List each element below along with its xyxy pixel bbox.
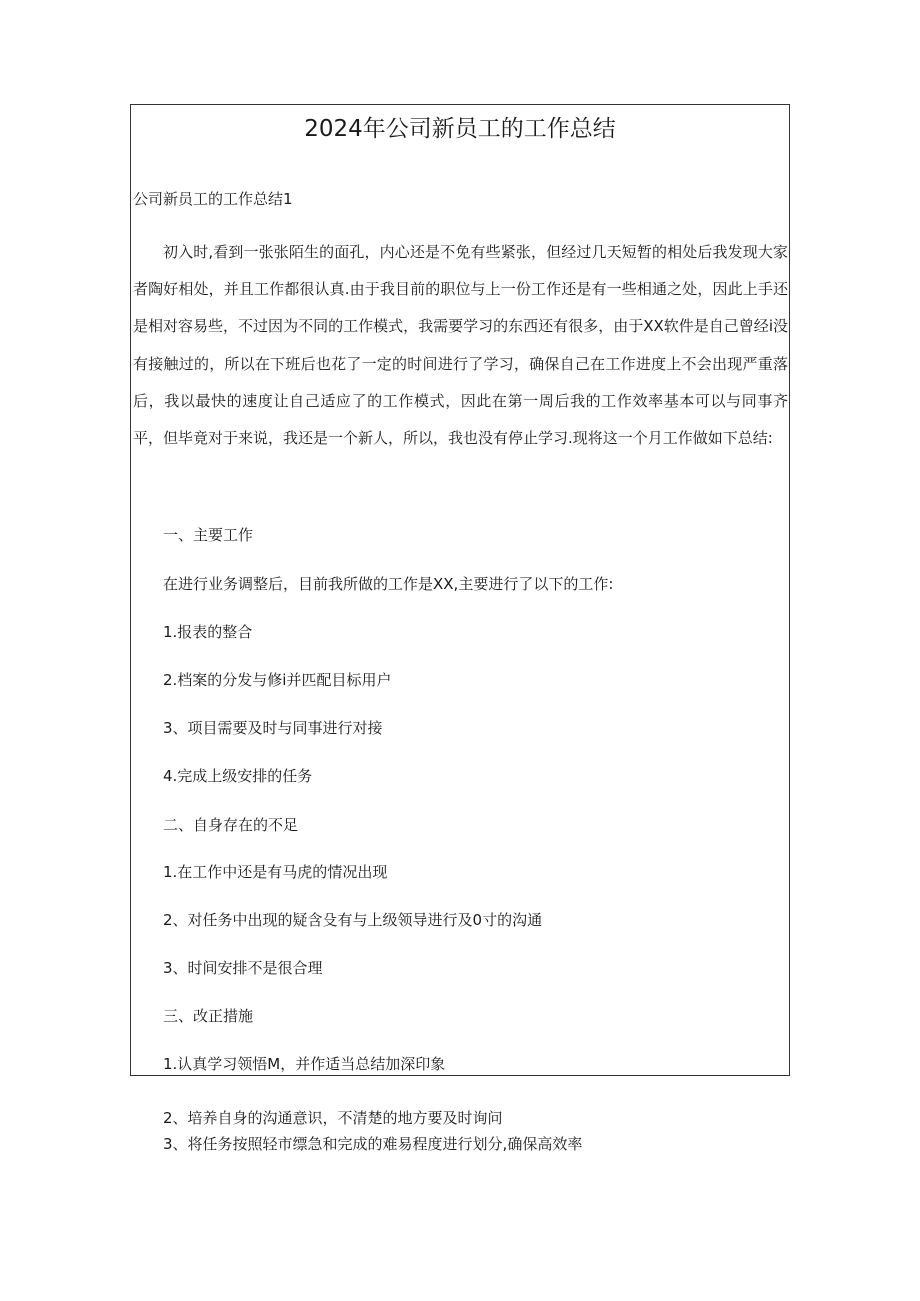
list-item: 4.完成上级安排的任务: [163, 767, 313, 785]
section-heading-shortcomings: 二、自身存在的不足: [163, 816, 299, 834]
section-heading-main-work: 一、主要工作: [163, 526, 254, 544]
list-item: 3、时间安排不是很合理: [163, 959, 323, 977]
intro-paragraph: 初入时,看到一张张陌生的面孔，内心还是不免有些紧张，但经过几天短暂的相处后我发现大家者陶好相处，并且工作都很认真.由于我目前的职位与上一份工作还是有一些相通之处，因此上手还是相对容易些，不过因为不同的工作模式，我需要学习的东西还有很多，由于XX软件是自己曾经i没有接触过的，所以在下班后也花了一定的时间进行了学习，确保自己在工作进度上不会出现严重落后，我以最快的速度让自己适应了的工作模式，因此在第一周后我的工作效率基本可以与同事齐平，但毕竟对于来说，我还是一个新人，所以，我也没有停止学习.现将这一个月工作做如下总结:: [133, 243, 788, 448]
section1-intro: 在进行业务调整后，目前我所做的工作是XX,主要进行了以下的工作:: [163, 575, 614, 593]
list-item: 3、将任务按照轻市缥急和完成的难易程度进行划分,确保高效率: [163, 1135, 583, 1153]
list-item: 1.报表的整合: [163, 623, 253, 641]
document-title: 2024年公司新员工的工作总结: [304, 116, 616, 142]
list-item: 2.档案的分发与修i并匹配目标用户: [163, 671, 392, 689]
list-item: 3、项目需要及时与同事进行对接: [163, 719, 383, 737]
list-item: 1.认真学习领悟M，并作适当总结加深印象: [163, 1055, 446, 1073]
list-item: 2、培养自身的沟通意识，不清楚的地方要及时询问: [163, 1109, 503, 1127]
section-heading-corrective-measures: 三、改正措施: [163, 1007, 254, 1025]
list-item: 2、对任务中出现的疑含殳有与上级领导进行及0寸的沟通: [163, 911, 543, 929]
section-subtitle: 公司新员工的工作总结1: [133, 190, 293, 208]
list-item: 1.在工作中还是有马虎的情况出现: [163, 863, 388, 881]
